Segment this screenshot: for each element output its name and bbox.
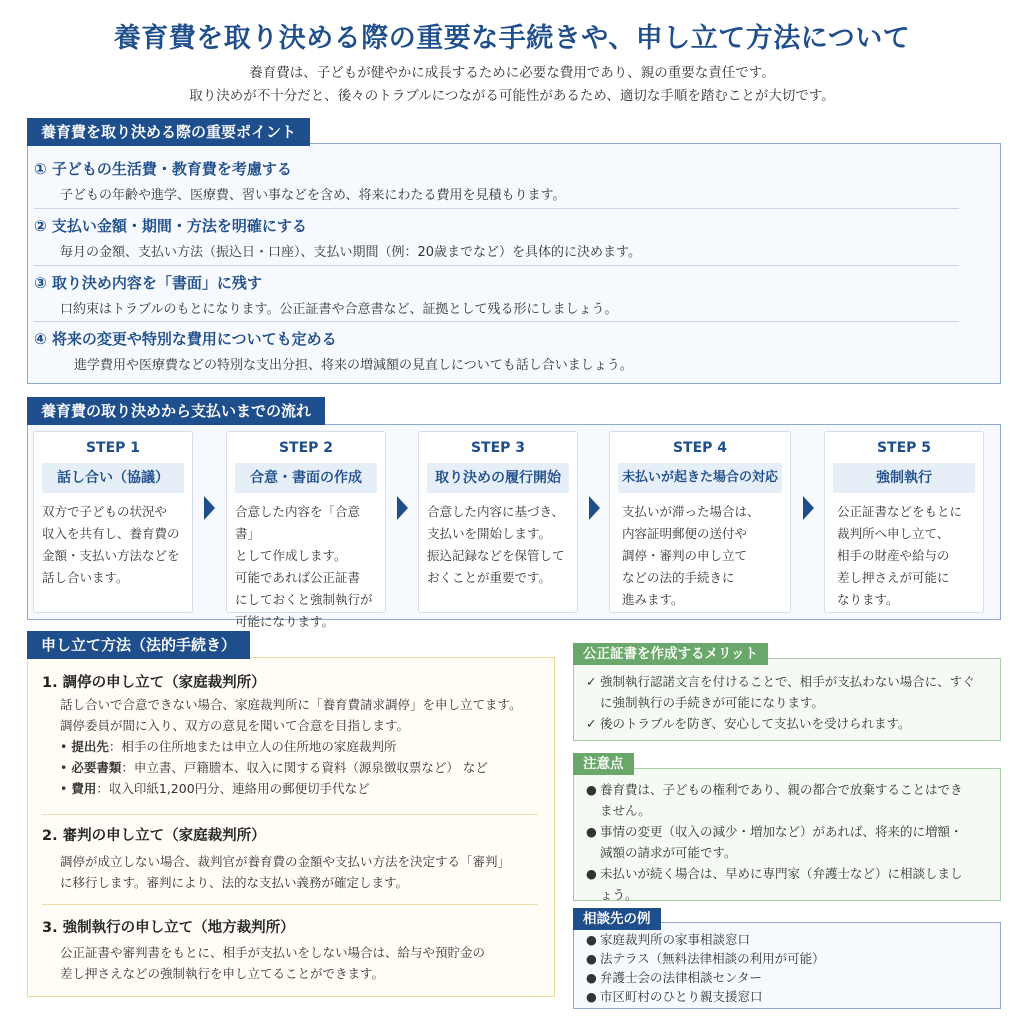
list-item-text: 家庭裁判所の家事相談窓口 [600,932,751,947]
step-title: 話し合い（協議） [42,463,184,493]
intro-line-2: 取り決めが不十分だと、後々のトラブルにつながる可能性があるため、適切な手順を踏むことが大切です。 [189,88,835,104]
list-item-text: 強制執行認諾文言を付けることで、相手が支払わない場合に、すぐに強制執行の手続きが可能になります。 [600,674,975,710]
point-heading: ③ 取り決め内容を「書面」に残す [34,274,262,292]
consult-label: 相談先の例 [573,908,661,930]
list-item-text: 弁護士会の法律相談センター [600,970,763,985]
step-line: 可能になります。 [235,614,335,629]
step-description [34,493,192,589]
step-line: 収入を共有し、養育費の [42,526,180,541]
step-description [825,493,983,611]
notes-list [586,779,971,905]
step-line: 相手の財産や給与の [837,548,950,563]
point-item-4 [34,328,959,373]
notes-label: 注意点 [573,753,634,775]
bullet-icon: ● [586,824,597,839]
points-section-label: 養育費を取り決める際の重要ポイント [27,118,310,146]
step-line: 進みます。 [622,592,684,607]
step-line: 双方で子どもの状況や [42,504,168,519]
legal-line: 話し合いで合意できない場合、家庭裁判所に「養育費請求調停」を申し立てます。 [60,697,522,712]
consult-list [586,930,986,1006]
legal-line: 調停委員が間に入り、双方の意見を聞いて合意を目指します。 [60,718,410,733]
bullet-icon: ● [586,951,597,966]
arrow-right-icon [204,496,215,520]
legal-bullet: • 費用：収入印紙1,200円分、連絡用の郵便切手代など [60,781,370,796]
step-number: STEP 5 [876,440,932,456]
legal-heading-1: 1. 調停の申し立て（家庭裁判所） [42,675,266,691]
step-line: にしておくと強制執行が [235,592,373,607]
list-item [586,779,971,821]
step-title: 取り決めの履行開始 [427,463,569,493]
step-line: 振込記録などを保管して [427,548,565,563]
list-item [586,671,986,713]
arrow-right-icon [803,496,814,520]
point-text: 毎月の金額、支払い方法（振込日・口座）、支払い期間（例：20歳までなど）を具体的に決めます。 [60,245,642,260]
step-line: として作成します。 [235,548,347,563]
list-item-text: 養育費は、子どもの権利であり、親の都合で放棄することはできません。 [600,782,963,818]
step-line: 話し合います。 [42,570,129,585]
step-line: 調停・審判の申し立て [622,548,748,563]
step-card-3 [418,431,578,613]
step-line: 支払いを開始します。 [427,526,552,541]
bullet-text: ：収入印紙1,200円分、連絡用の郵便切手代など [96,781,370,796]
list-item-text: 事情の変更（収入の減少・増加など）があれば、将来的に増額・減額の請求が可能です。 [600,824,963,860]
step-line: なります。 [837,592,899,607]
step-line: 金額・支払い方法などを [42,548,180,563]
bullet-icon: ● [586,782,597,797]
divider [34,265,959,266]
list-item [586,930,986,949]
point-heading: ④ 将来の変更や特別な費用についても定める [34,330,337,348]
step-number: STEP 1 [85,440,141,456]
intro-text [0,62,1024,108]
check-icon: ✓ [586,716,597,731]
list-item [586,968,986,987]
step-title: 未払いが起きた場合の対応 [618,463,782,493]
step-line: 合意した内容を「合意書」 [235,504,361,541]
bullet-icon: ● [586,866,597,881]
list-item [586,987,986,1006]
legal-text-2 [60,851,550,893]
divider [42,814,538,815]
list-item [586,863,971,905]
page-title: 養育費を取り決める際の重要な手続きや、申し立て方法について [113,23,911,54]
bullet-icon: ● [586,989,597,1004]
step-title: 強制執行 [833,463,975,493]
intro-line-1: 養育費は、子どもが健やかに成長するために必要な費用であり、親の重要な責任です。 [249,65,775,81]
step-description [227,493,385,633]
merit-list [586,671,986,734]
bullet-text: ：相手の住所地または申立人の住所地の家庭裁判所 [108,739,397,754]
step-card-1 [33,431,193,613]
step-line: 内容証明郵便の送付や [622,526,748,541]
bullet-icon: ● [586,970,597,985]
list-item [586,949,986,968]
step-card-2 [226,431,386,629]
point-text: 進学費用や医療費などの特別な支出分担、将来の増減額の見直しについても話し合いましょう。 [74,358,633,373]
list-item-text: 法テラス（無料法律相談の利用が可能） [600,951,825,966]
step-number: STEP 3 [470,440,526,456]
step-line: 裁判所へ申し立て、 [837,526,950,541]
step-line: 合意した内容に基づき、 [427,504,565,519]
point-item-3 [34,272,959,317]
legal-line: 差し押さえなどの強制執行を申し立てることができます。 [60,966,385,981]
divider [42,904,538,905]
legal-text-3 [60,942,550,984]
divider [34,208,959,209]
flow-section-label: 養育費の取り決めから支払いまでの流れ [27,397,325,425]
step-card-4 [609,431,791,613]
arrow-right-icon [589,496,600,520]
legal-line: に移行します。審判により、法的な支払い義務が確定します。 [60,875,409,890]
step-line: 公正証書などをもとに [837,504,963,519]
step-line: 可能であれば公正証書 [235,570,361,585]
point-item-2 [34,215,959,260]
bullet-label: 費用 [71,781,97,796]
legal-bullet: • 提出先：相手の住所地または申立人の住所地の家庭裁判所 [60,739,397,754]
step-title: 合意・書面の作成 [235,463,377,493]
legal-bullet: • 必要書類：申立書、戸籍謄本、収入に関する資料（源泉徴収票など） など [60,760,488,775]
step-description [419,493,577,589]
step-number: STEP 2 [278,440,334,456]
list-item-text: 市区町村のひとり親支援窓口 [600,989,763,1004]
legal-line: 調停が成立しない場合、裁判官が養育費の金額や支払い方法を決定する「審判」 [60,854,511,869]
step-number: STEP 4 [672,440,728,456]
point-text: 口約束はトラブルのもとになります。公正証書や合意書など、証拠として残る形にしましょう。 [60,302,618,317]
merit-label: 公正証書を作成するメリット [573,643,768,665]
step-line: 差し押さえが可能に [837,570,950,585]
list-item [586,713,986,734]
step-card-5 [824,431,984,613]
divider [34,321,959,322]
point-item-1 [34,158,959,203]
legal-heading-3: 3. 強制執行の申し立て（地方裁判所） [42,920,295,936]
step-line: 支払いが滞った場合は、 [622,504,760,519]
check-icon: ✓ [586,674,597,689]
bullet-label: 必要書類 [71,760,122,775]
list-item [586,821,971,863]
legal-text-1 [60,694,550,799]
bullet-text: ：申立書、戸籍謄本、収入に関する資料（源泉徴収票など） など [121,760,488,775]
list-item-text: 未払いが続く場合は、早めに専門家（弁護士など）に相談しましょう。 [600,866,963,902]
point-heading: ① 子どもの生活費・教育費を考慮する [34,160,292,178]
legal-line: 公正証書や審判書をもとに、相手が支払いをしない場合は、給与や預貯金の [60,945,486,960]
bullet-icon: ● [586,932,597,947]
legal-section-label: 申し立て方法（法的手続き） [27,631,250,659]
legal-heading-2: 2. 審判の申し立て（家庭裁判所） [42,828,266,844]
arrow-right-icon [397,496,408,520]
list-item-text: 後のトラブルを防ぎ、安心して支払いを受けられます。 [600,716,911,731]
step-line: おくことが重要です。 [427,570,552,585]
step-description [610,493,790,611]
point-heading: ② 支払い金額・期間・方法を明確にする [34,217,307,235]
step-line: などの法的手続きに [622,570,735,585]
bullet-label: 提出先 [71,739,109,754]
point-text: 子どもの年齢や進学、医療費、習い事などを含め、将来にわたる費用を見積もります。 [60,188,566,203]
